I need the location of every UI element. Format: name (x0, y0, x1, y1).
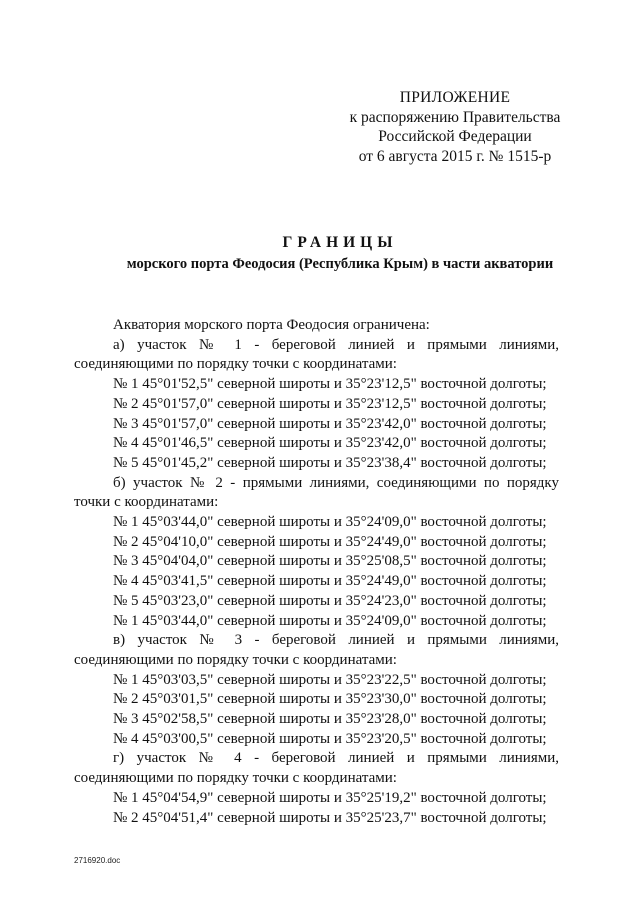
coordinate-line: № 4 45°03'41,5" северной широты и 35°24'49,0" восточной долготы; (113, 573, 547, 590)
section-continuation: соединяющими по порядку точки с координатами: (74, 356, 397, 373)
appendix-block (330, 88, 580, 166)
coordinate-line: № 2 45°04'10,0" северной широты и 35°24'49,0" восточной долготы; (113, 533, 547, 550)
coordinate-line: № 4 45°01'46,5" северной широты и 35°23'42,0" восточной долготы; (113, 435, 547, 452)
appendix-date-line: от 6 августа 2015 г. № 1515-р (358, 147, 552, 165)
section-continuation: соединяющими по порядку точки с координатами: (74, 651, 397, 668)
section-continuation: точки с координатами: (74, 494, 219, 511)
section-head: г) участок № 4 - береговой линией и прямыми линиями, (113, 750, 559, 767)
appendix-heading: ПРИЛОЖЕНИЕ (399, 89, 511, 106)
coordinate-line: № 2 45°03'01,5" северной широты и 35°23'30,0" восточной долготы; (113, 691, 547, 708)
document-subtitle: морского порта Феодосия (Республика Крым) в части акватории (126, 256, 554, 272)
appendix-line: к распоряжению Правительства (349, 108, 561, 126)
coordinate-line: № 2 45°01'57,0" северной широты и 35°23'12,5" восточной долготы; (113, 395, 547, 412)
section-head: б) участок № 2 - прямыми линиями, соединяющими по порядку (113, 474, 559, 491)
document-title: ГРАНИЦЫ (282, 234, 398, 251)
coordinate-line: № 1 45°03'03,5" северной широты и 35°23'22,5" восточной долготы; (113, 671, 547, 688)
document-body (74, 316, 559, 828)
coordinate-line: № 5 45°03'23,0" северной широты и 35°24'23,0" восточной долготы; (113, 592, 547, 609)
file-reference: 2716920.doc (74, 856, 121, 865)
coordinate-line: № 3 45°02'58,5" северной широты и 35°23'28,0" восточной долготы; (113, 711, 547, 728)
section-continuation: соединяющими по порядку точки с координатами: (74, 770, 397, 787)
coordinate-line: № 1 45°03'44,0" северной широты и 35°24'09,0" восточной долготы; (113, 612, 547, 629)
coordinate-line: № 3 45°01'57,0" северной широты и 35°23'42,0" восточной долготы; (113, 415, 547, 432)
coordinate-line: № 1 45°01'52,5" северной широты и 35°23'12,5" восточной долготы; (113, 376, 547, 393)
coordinate-line: № 1 45°03'44,0" северной широты и 35°24'09,0" восточной долготы; (113, 514, 547, 531)
coordinate-line: № 5 45°01'45,2" северной широты и 35°23'38,4" восточной долготы; (113, 454, 547, 471)
coordinate-line: № 4 45°03'00,5" северной широты и 35°23'20,5" восточной долготы; (113, 730, 547, 747)
section-head: в) участок № 3 - береговой линией и прямыми линиями, (113, 632, 559, 649)
coordinate-line: № 1 45°04'54,9" северной широты и 35°25'19,2" восточной долготы; (113, 789, 547, 806)
appendix-line: Российской Федерации (378, 128, 532, 145)
intro-paragraph: Акватория морского порта Феодосия ограничена: (113, 317, 430, 333)
section-head: а) участок № 1 - береговой линией и прямыми линиями, (113, 336, 559, 353)
coordinate-line: № 2 45°04'51,4" северной широты и 35°25'23,7" восточной долготы; (113, 809, 547, 826)
coordinate-line: № 3 45°04'04,0" северной широты и 35°25'08,5" восточной долготы; (113, 553, 547, 570)
